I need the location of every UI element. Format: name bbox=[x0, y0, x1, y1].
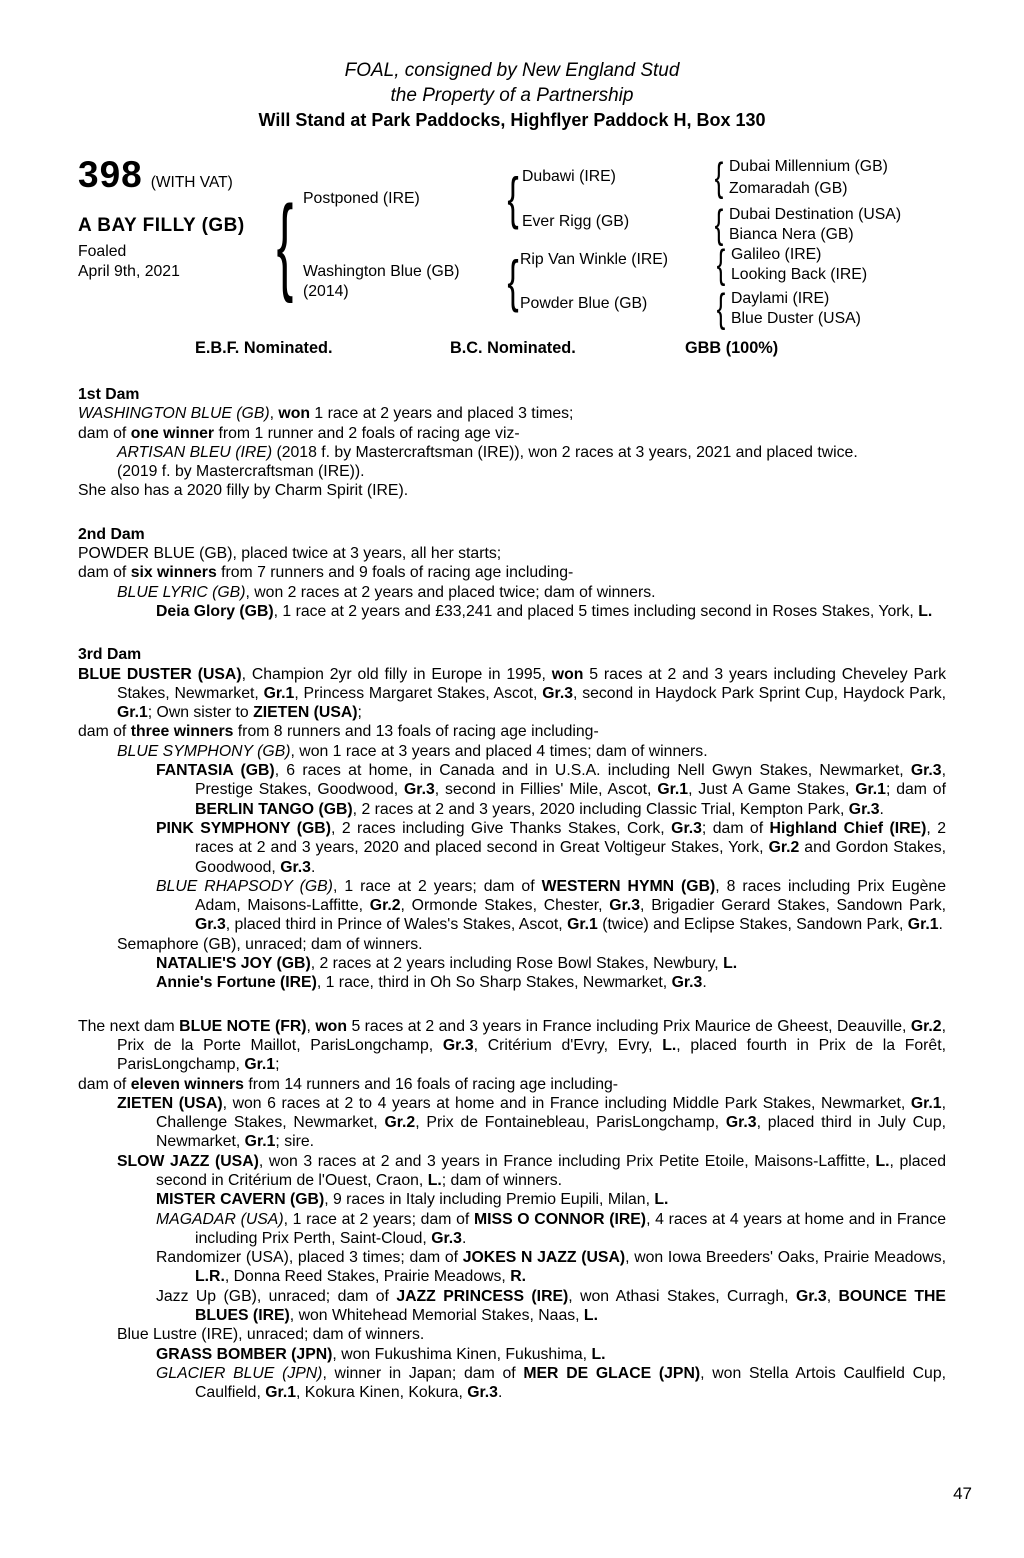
bc-nomination: B.C. Nominated. bbox=[450, 339, 576, 357]
pedigree-paragraph: dam of three winners from 8 runners and 13 foals of racing age including- bbox=[78, 723, 599, 741]
pedigree-paragraph: BLUE RHAPSODY (GB), 1 race at 2 years; dam of WESTERN HYMN (GB), 8 races including Prix Eugène Adam, Maisons-Laffitte, Gr.2, Ormonde Stakes, Chester, Gr.3, Brigadier Gerard Stakes, Sandown Park, Gr.3, placed third in Prince of Wales's Stakes, Ascot, Gr.1 (twice) and Eclipse Stakes, Sandown Park, Gr.1. bbox=[156, 877, 947, 934]
dam-name: Washington Blue (GB) bbox=[303, 263, 460, 280]
pedigree-paragraph: GLACIER BLUE (JPN), winner in Japan; dam of MER DE GLACE (JPN), won Stella Artois Caulfield Cup, Caulfield, Gr.1, Kokura Kinen, Kokura, Gr.3. bbox=[156, 1364, 947, 1402]
ggp-name-8: Blue Duster (USA) bbox=[731, 310, 861, 327]
pedigree-paragraph: SLOW JAZZ (USA), won 3 races at 2 and 3 years in France including Prix Petite Etoile, Maisons-Laffitte, L., placed second in Critérium de l'Ouest, Craon, L.; dam of winners. bbox=[117, 1152, 946, 1189]
pedigree-table bbox=[78, 148, 946, 330]
pedigree-paragraph: Jazz Up (GB), unraced; dam of JAZZ PRINCESS (IRE), won Athasi Stakes, Curragh, Gr.3, BOUNCE THE BLUES (IRE), won Whitehead Memorial Stakes, Naas, L. bbox=[156, 1287, 946, 1325]
section-third-dam bbox=[78, 645, 946, 992]
stand-location-line: Will Stand at Park Paddocks, Highflyer Paddock H, Box 130 bbox=[258, 110, 766, 130]
gbb-scheme: GBB (100%) bbox=[685, 339, 779, 357]
pedigree-paragraph: ZIETEN (USA), won 6 races at 2 to 4 years at home and in France including Middle Park Stakes, Newmarket, Gr.1, Challenge Stakes, Newmarket, Gr.2, Prix de Fontainebleau, ParisLongchamp, Gr.3, placed third in July Cup, Newmarket, Gr.1; sire. bbox=[117, 1094, 946, 1151]
section-next-dam bbox=[78, 1017, 946, 1403]
ggp-name-2: Zomaradah (GB) bbox=[729, 180, 848, 197]
lot-line bbox=[78, 156, 233, 193]
pedigree-paragraph: Semaphore (GB), unraced; dam of winners. bbox=[117, 935, 423, 953]
nominations-line bbox=[78, 339, 946, 360]
pedigree-paragraph: POWDER BLUE (GB), placed twice at 3 years, all her starts; bbox=[78, 545, 502, 563]
dam-parents-brace: { bbox=[507, 248, 519, 314]
pedigree-paragraph: dam of eleven winners from 14 runners and 16 foals of racing age including- bbox=[78, 1075, 619, 1093]
ebf-nomination: E.B.F. Nominated. bbox=[195, 339, 333, 357]
sire-name: Postponed (IRE) bbox=[303, 190, 420, 207]
foaled-date: April 9th, 2021 bbox=[78, 263, 180, 280]
pedigree-paragraph: BLUE DUSTER (USA), Champion 2yr old filly in Europe in 1995, won 5 races at 2 and 3 years including Cheveley Park Stakes, Newmarket, Gr.1, Princess Margaret Stakes, Ascot, Gr.3, second in Haydock Park Sprint Cup, Haydock Park, Gr.1; Own sister to ZIETEN (USA); bbox=[78, 665, 947, 722]
pedigree-paragraph: Randomizer (USA), placed 3 times; dam of JOKES N JAZZ (USA), won Iowa Breeders' Oaks, Prairie Meadows, L.R., Donna Reed Stakes, Prairie Meadows, R. bbox=[156, 1249, 946, 1286]
page-header bbox=[78, 58, 946, 133]
pedigree-paragraph: Annie's Fortune (IRE), 1 race, third in Oh So Sharp Stakes, Newmarket, Gr.3. bbox=[156, 974, 707, 992]
section-heading: 1st Dam bbox=[78, 386, 140, 403]
consignor-line-2: the Property of a Partnership bbox=[390, 85, 634, 106]
pedigree-paragraph: dam of six winners from 7 runners and 9 foals of racing age including- bbox=[78, 564, 574, 582]
pedigree-paragraph: MISTER CAVERN (GB), 9 races in Italy including Premio Eupili, Milan, L. bbox=[156, 1191, 669, 1209]
pedigree-paragraph: (2019 f. by Mastercraftsman (IRE)). bbox=[117, 463, 365, 481]
ggp-name-3: Dubai Destination (USA) bbox=[729, 206, 902, 223]
pedigree-paragraph: dam of one winner from 1 runner and 2 foals of racing age viz- bbox=[78, 424, 520, 442]
ggp-name-7: Daylami (IRE) bbox=[731, 290, 830, 307]
ggp-brace-2: { bbox=[714, 199, 724, 247]
lot-vat-note: (WITH VAT) bbox=[150, 174, 233, 191]
foaled-label: Foaled bbox=[78, 243, 127, 260]
pedigree-paragraph: PINK SYMPHONY (GB), 2 races including Give Thanks Stakes, Cork, Gr.3; dam of Highland Chief (IRE), 2 races at 2 and 3 years, 2020 and placed second in Great Voltigeur Stakes, York, Gr.2 and Gordon Stakes, Goodwood, Gr.3. bbox=[156, 819, 946, 876]
sire-parents-brace: { bbox=[507, 165, 519, 231]
consignor-line-1: FOAL, consigned by New England Stud bbox=[344, 60, 680, 81]
pedigree-paragraph: BLUE LYRIC (GB), won 2 races at 2 years and placed twice; dam of winners. bbox=[117, 583, 656, 601]
catalogue-sections bbox=[78, 385, 946, 1403]
ggp-brace-1: { bbox=[714, 152, 724, 200]
ggp-name-1: Dubai Millennium (GB) bbox=[729, 158, 888, 175]
sire-dam-name: Ever Rigg (GB) bbox=[522, 213, 630, 230]
pedigree-paragraph: MAGADAR (USA), 1 race at 2 years; dam of MISS O CONNOR (IRE), 4 races at 4 years at home and in France including Prix Perth, Saint-Cloud, Gr.3. bbox=[156, 1210, 946, 1247]
pedigree-paragraph: The next dam BLUE NOTE (FR), won 5 races at 2 and 3 years in France including Prix Maurice de Gheest, Deauville, Gr.2, Prix de la Porte Maillot, ParisLongchamp, Gr.3, Critérium d'Evry, Evry, L., placed fourth in Prix de la Forêt, ParisLongchamp, Gr.1; bbox=[78, 1017, 946, 1074]
ggp-brace-3: { bbox=[716, 239, 726, 287]
pedigree-paragraph: ARTISAN BLEU (IRE) (2018 f. by Mastercraftsman (IRE)), won 2 races at 3 years, 2021 and placed twice. bbox=[117, 443, 858, 461]
dam-dam-name: Powder Blue (GB) bbox=[520, 295, 648, 312]
section-heading: 2nd Dam bbox=[78, 525, 145, 543]
parents-brace: { bbox=[276, 183, 294, 305]
dam-year: (2014) bbox=[303, 283, 349, 300]
ggp-name-6: Looking Back (IRE) bbox=[731, 266, 868, 283]
pedigree-paragraph: Blue Lustre (IRE), unraced; dam of winners. bbox=[117, 1326, 425, 1344]
pedigree-paragraph: FANTASIA (GB), 6 races at home, in Canada and in U.S.A. including Nell Gwyn Stakes, Newmarket, Gr.3, Prestige Stakes, Goodwood, Gr.3, second in Fillies' Mile, Ascot, Gr.1, Just A Game Stakes, Gr.1; dam of BERLIN TANGO (GB), 2 races at 2 and 3 years, 2020 including Classic Trial, Kempton Park, Gr.3. bbox=[156, 762, 946, 818]
ggp-name-4: Bianca Nera (GB) bbox=[729, 226, 854, 243]
dam-sire-name: Rip Van Winkle (IRE) bbox=[520, 251, 669, 268]
pedigree-paragraph: NATALIE'S JOY (GB), 2 races at 2 years including Rose Bowl Stakes, Newbury, L. bbox=[156, 955, 738, 973]
pedigree-paragraph: WASHINGTON BLUE (GB), won 1 race at 2 years and placed 3 times; bbox=[78, 405, 574, 423]
ggp-brace-4: { bbox=[716, 283, 726, 331]
pedigree-paragraph: She also has a 2020 filly by Charm Spirit (IRE). bbox=[78, 482, 409, 500]
horse-name: A BAY FILLY (GB) bbox=[78, 215, 245, 236]
pedigree-paragraph: Deia Glory (GB), 1 race at 2 years and £33,241 and placed 5 times including second in Roses Stakes, York, L. bbox=[156, 602, 933, 620]
sire-sire-name: Dubawi (IRE) bbox=[522, 168, 616, 185]
section-first-dam bbox=[78, 385, 946, 501]
section-second-dam bbox=[78, 525, 946, 621]
pedigree-paragraph: GRASS BOMBER (JPN), won Fukushima Kinen, Fukushima, L. bbox=[156, 1345, 606, 1363]
page-number: 47 bbox=[953, 1484, 972, 1503]
section-heading: 3rd Dam bbox=[78, 646, 142, 664]
ggp-name-5: Galileo (IRE) bbox=[731, 246, 822, 263]
pedigree-paragraph: BLUE SYMPHONY (GB), won 1 race at 3 years and placed 4 times; dam of winners. bbox=[117, 742, 708, 760]
lot-number: 398 bbox=[78, 154, 143, 195]
